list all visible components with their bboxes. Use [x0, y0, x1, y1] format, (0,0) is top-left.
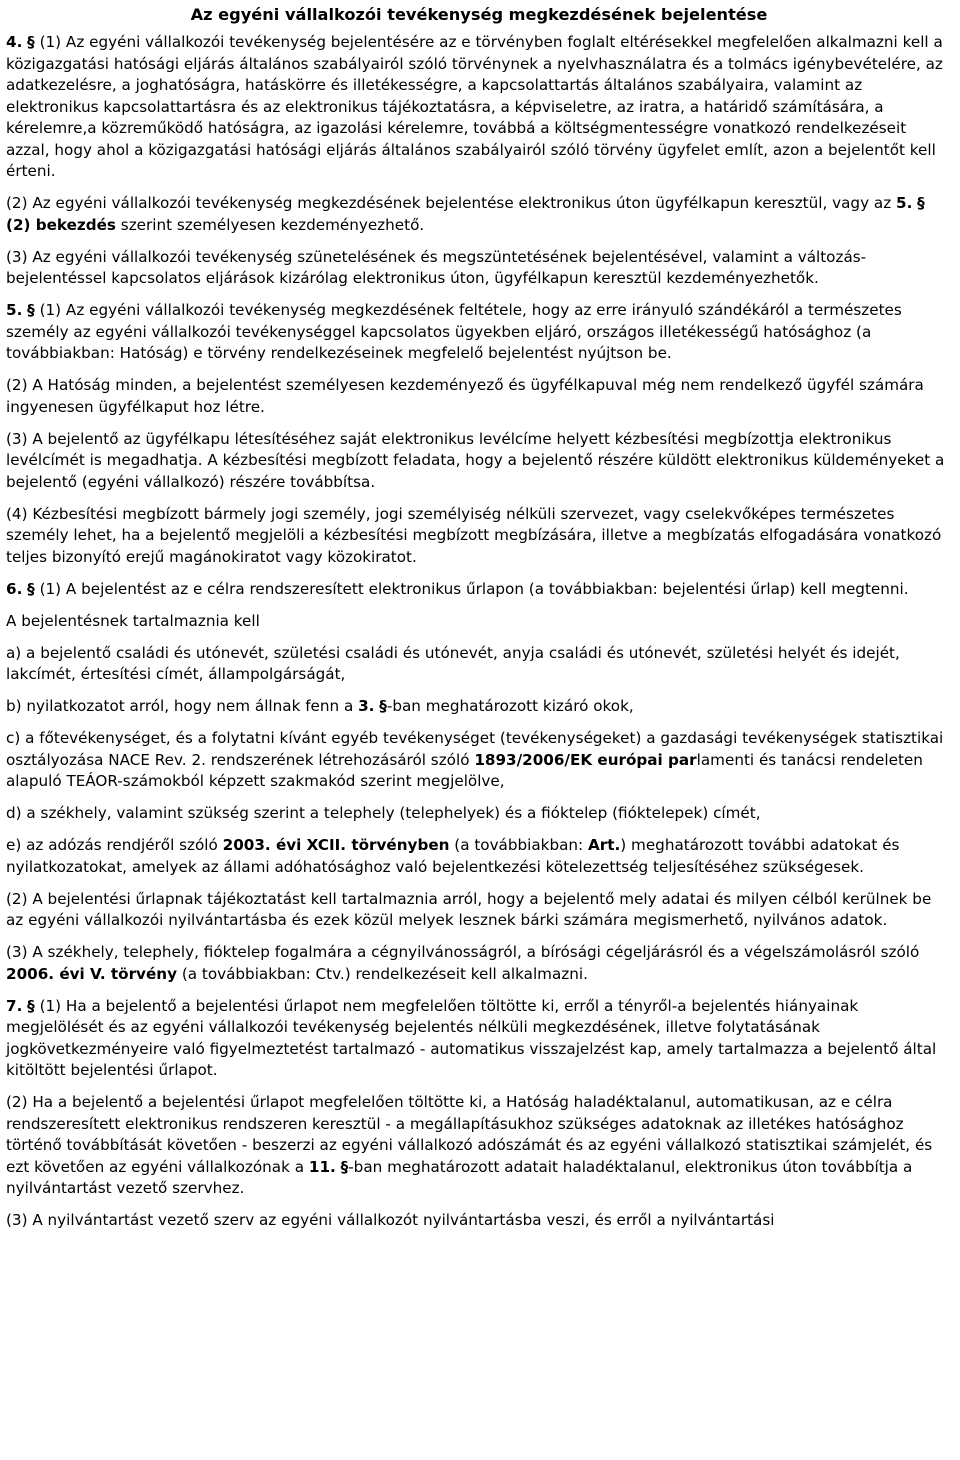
section-7-number-link[interactable]: 7. [6, 996, 23, 1015]
section-5-paragraph-2: (2) A Hatóság minden, a bejelentést személyesen kezdeményező és ügyfélkapuval még nem rendelkező ügyfél számára ingyenesen ügyfélkaput hoz létre. [6, 376, 924, 416]
section-7-p1-text: (1) Ha a bejelentő a bejelentési űrlapot nem megfelelően töltötte ki, erről a tényről-a bejelentés hiányainak megjelölését és az egyéni vállalkozói tevékenység bejelentés nélküli megkezdésének, illetve folytatásának jogkövetkezményeire való figyelmeztetést tartalmazó - automatikus visszajelzést kap, amely tartalmazza a bejelentő által kitöltött bejelentési űrlapot. [6, 996, 937, 1079]
section-5-ref-number-link[interactable]: 5. [896, 194, 913, 212]
section-5-sign-link[interactable]: § [27, 301, 35, 319]
section-5-paragraph-4: (4) Kézbesítési megbízott bármely jogi személy, jogi személyiség nélküli szervezet, vagy cselekvőképes természetes személy lehet, ha a bejelentő megjelöli a kézbesítési megbízott megbízására, illetve a megbízatás elfogadására vonatkozó teljes bizonyító erejű magánokiratot vagy közokiratot. [6, 504, 942, 566]
section-6-item-c-text-a: c) a főtevékenységet, és a folytatni kívánt egyéb tevékenységet (tevékenységeket) a gazdasági tevékenységek statisztikai osztályozása NACE Rev. 2. rendszerének létrehozásáról szóló [6, 729, 944, 769]
section-4-paragraph-2 [6, 193, 952, 236]
section-4-p1-text: (1) Az egyéni vállalkozói tevékenység bejelentésére az e törvényben foglalt eltérésekkel megfelelően alkalmazni kell a közigazgatási hatósági eljárás általános szabályairól szóló törvénynek a nyelvhasználatra és a tolmács igénybevételére, az adatkezelésre, a joghatóságra, hatáskörre és illetékességre, a kapcsolattartás általános szabályaira, valamint az elektronikus kapcsolattartásra és az elektronikus tájékoztatásra, a képviseletre, az iratra, a határidő számítására, a kérelemre,a közreműködő hatóságra, az igazolási kérelemre, továbbá a költségmentességre vonatkozó rendelkezéseit azzal, hogy ahol a közigazgatási hatósági eljárás általános szabályairól szóló törvény ügyfelet említ, azon a bejelentőt kell érteni. [6, 33, 943, 180]
section-6-item-c [6, 728, 952, 793]
section-4-sign-link[interactable]: § [27, 33, 35, 51]
document-title: Az egyéni vállalkozói tevékenység megkezdésének bejelentése [190, 5, 768, 24]
law-2003-ref-link[interactable]: 2003. évi XCII. törvényben [222, 836, 450, 854]
law-2006-ref-link[interactable]: 2006. évi V. törvény [6, 964, 177, 983]
section-4-paragraph-3: (3) Az egyéni vállalkozói tevékenység szünetelésének és megszüntetésének bejelentésével, valamint a változás-bejelentéssel kapcsolatos eljárások kizárólag elektronikus úton, ügyfélkapun keresztül kezdeményezhetők. [6, 247, 867, 287]
section-6-paragraph-1 [6, 579, 952, 601]
section-6-item-c-text-b: lamenti és tanácsi rendeleten alapuló TEÁOR-számokból képzett szakmakód szerint megjelölve, [6, 750, 923, 790]
section-5-paragraph-1 [6, 300, 952, 365]
section-6-item-e [6, 835, 952, 878]
section-11-ref-number-link[interactable]: 11. [308, 1157, 336, 1176]
section-5-p1-text: (1) Az egyéni vállalkozói tevékenység megkezdésének feltétele, hogy az erre irányuló szándékáról a természetes személy az egyéni vállalkozói tevékenységgel kapcsolatos ügyekben eljáró, országos illetékességű hatósághoz (a továbbiakban: Hatóság) e törvény rendelkezéseinek megfelelő bejelentést nyújtson be. [6, 301, 902, 362]
section-7-paragraph-2 [6, 1092, 952, 1200]
section-3-ref-sign-link[interactable]: § [379, 697, 387, 715]
section-6-item-e-text-c: ) meghatározott további adatokat és nyilatkozatokat, amelyek az állami adóhatósághoz való bejelentkezési kötelezettség teljesítéséhez szükségesek. [6, 836, 900, 876]
section-4-p2-text-b: szerint személyesen kezdeményezhető. [120, 215, 425, 234]
regulation-ref-link[interactable]: 1893/2006/EK európai par [474, 750, 697, 769]
section-7-sign-link[interactable]: § [27, 996, 35, 1015]
section-6-sign-link[interactable]: § [27, 579, 35, 598]
section-7-p2-text-a: (2) Ha a bejelentő a bejelentési űrlapot megfelelően töltötte ki, a Hatóság haladéktalanul, automatikusan, az e célra rendszeresített elektronikus rendszeren keresztül - a megállapításukhoz szükséges adatoknak az illetékes hatósághoz történő továbbítását követően - beszerzi az egyéni vállalkozó adószámát és az egyéni vállalkozó statisztikai számjelét, és ezt követően az egyéni vállalkozónak a [6, 1093, 933, 1176]
section-7-p2-text-b: -ban meghatározott adatait haladéktalanul, elektronikus úton továbbítja a nyilvántartást vezető szervhez. [6, 1157, 913, 1197]
section-6-paragraph-3 [6, 942, 952, 985]
section-5-number-link[interactable]: 5. [6, 301, 23, 319]
section-3-ref-number-link[interactable]: 3. [358, 697, 375, 715]
section-6-number-link[interactable]: 6. [6, 579, 23, 598]
section-6-p3-text-a: (3) A székhely, telephely, fióktelep fogalmára a cégnyilvánosságról, a bírósági cégeljárásról és a végelszámolásról szóló [6, 943, 920, 961]
section-4-p2-text-a: (2) Az egyéni vállalkozói tevékenység megkezdésének bejelentése elektronikus úton ügyfélkapun keresztül, vagy az [6, 194, 892, 212]
section-4-number-link[interactable]: 4. [6, 33, 23, 51]
section-6-paragraph-2: (2) A bejelentési űrlapnak tájékoztatást kell tartalmaznia arról, hogy a bejelentő mely adatai és milyen célból kerülnek be az egyéni vállalkozói nyilvántartásba és ezek közül melyek lesznek bárki számára megismerhető, nyilvános adatok. [6, 889, 932, 929]
section-5-ref-sign-link[interactable]: § [917, 194, 925, 212]
section-5-paragraph-3: (3) A bejelentő az ügyfélkapu létesítéséhez saját elektronikus levélcíme helyett kézbesítési megbízottja elektronikus levélcímét is megadhatja. A kézbesítési megbízott feladata, hogy a bejelentő részére küldött elektronikus küldeményeket a bejelentő (egyéni vállalkozó) részére továbbítsa. [6, 429, 945, 491]
section-6-item-e-text-b: (a továbbiakban: [454, 836, 584, 854]
section-6-item-b-text-b: -ban meghatározott kizáró okok, [386, 697, 634, 715]
section-11-ref-sign-link[interactable]: § [340, 1157, 349, 1176]
art-ref-link[interactable]: Art. [588, 836, 621, 854]
section-6-p3-text-b: (a továbbiakban: Ctv.) rendelkezéseit kell alkalmazni. [181, 964, 588, 983]
section-7-paragraph-3: (3) A nyilvántartást vezető szerv az egyéni vállalkozót nyilvántartásba veszi, és erről a nyilvántartási [6, 1211, 775, 1229]
section-6-p1-text: (1) A bejelentést az e célra rendszeresített elektronikus űrlapon (a továbbiakban: bejelentési űrlap) kell megtenni. [39, 579, 909, 598]
section-4-paragraph-1 [6, 32, 952, 183]
section-6-item-a: a) a bejelentő családi és utónevét, születési családi és utónevét, anyja családi és utónevét, születési helyét és idejét, lakcímét, értesítési címét, állampolgárságát, [6, 643, 900, 683]
section-6-item-e-text-a: e) az adózás rendjéről szóló [6, 836, 218, 854]
section-6-item-b [6, 696, 952, 718]
section-6-item-b-text-a: b) nyilatkozatot arról, hogy nem állnak fenn a [6, 697, 354, 715]
section-5-ref-paragraph-link[interactable]: (2) bekezdés [6, 215, 116, 234]
section-7-paragraph-1 [6, 996, 952, 1082]
section-6-item-d: d) a székhely, valamint szükség szerint a telephely (telephelyek) és a fióktelep (fióktelepek) címét, [6, 804, 761, 822]
section-6-intro: A bejelentésnek tartalmaznia kell [6, 611, 260, 630]
